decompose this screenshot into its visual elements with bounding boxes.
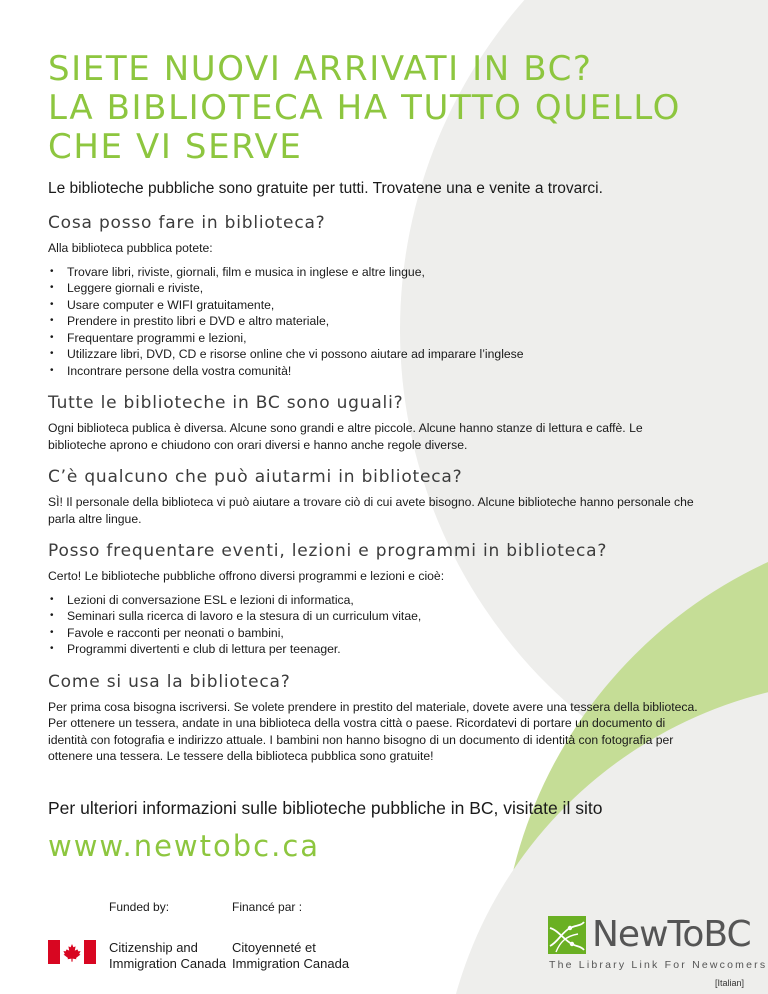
more-info-text: Per ulteriori informazioni sulle biblioteche pubbliche in BC, visitate il sito (48, 798, 603, 818)
title-line: SIETE NUOVI ARRIVATI IN BC? (48, 49, 593, 89)
list-item: • Trovare libri, riviste, giornali, film e musica in inglese e altre lingue, (67, 264, 698, 281)
section-events (48, 540, 698, 658)
department-line: Citoyenneté et (232, 940, 316, 955)
list-item: • Programmi divertenti e club di lettura per teenager. (67, 641, 698, 658)
department-line: Immigration Canada (109, 956, 227, 971)
list-item: • Frequentare programmi e lezioni, (67, 330, 698, 347)
funded-by-label: Funded by: (109, 900, 170, 914)
section-what-to-do (48, 212, 698, 379)
list-item: • Utilizzare libri, DVD, CD e risorse online che vi possono aiutare ad imparare l’inglese (67, 346, 698, 363)
logo-tagline: The Library Link For Newcomers (549, 959, 768, 971)
finance-par-label: Financé par : (232, 900, 303, 914)
section-help (48, 466, 698, 527)
section-text: SÌ! Il personale della biblioteca vi può aiutare a trovare ciò di cui avete bisogno. Alcune biblioteche hanno personale che parla altre lingue. (48, 495, 694, 526)
bullet-list (48, 592, 698, 658)
section-text: Ogni biblioteca publica è diversa. Alcune sono grandi e altre piccole. Alcune hanno stanze di lettura e caffè. Le biblioteche aprono e chiudono con orari diversi e hanno anche regole diverse. (48, 421, 643, 452)
main-content (48, 50, 698, 765)
list-item: • Seminari sulla ricerca di lavoro e la stesura di un curriculum vitae, (67, 608, 698, 625)
canada-flag-icon (48, 940, 96, 964)
department-line: Citizenship and (109, 940, 198, 955)
language-tag: [Italian] (714, 978, 744, 988)
website-link[interactable]: www.newtobc.ca (48, 829, 321, 863)
list-item: • Usare computer e WIFI gratuitamente, (67, 297, 698, 314)
list-item: • Lezioni di conversazione ESL e lezioni di informatica, (67, 592, 698, 609)
list-item: • Favole e racconti per neonati o bambini, (67, 625, 698, 642)
title-line: CHE VI SERVE (48, 127, 303, 167)
section-heading: Tutte le biblioteche in BC sono uguali? (48, 393, 404, 413)
section-heading: Posso frequentare eventi, lezioni e programmi in biblioteca? (48, 541, 608, 561)
list-item: • Leggere giornali e riviste, (67, 280, 698, 297)
newtobc-logo-text: NewToBC (592, 914, 751, 955)
section-text: Alla biblioteca pubblica potete: (48, 241, 213, 255)
section-text: Certo! Le biblioteche pubbliche offrono diversi programmi e lezioni e cioè: (48, 569, 445, 583)
list-item: • Prendere in prestito libri e DVD e altro materiale, (67, 313, 698, 330)
page-title (48, 50, 698, 167)
title-line: LA BIBLIOTECA HA TUTTO QUELLO (48, 88, 682, 128)
section-heading: Cosa posso fare in biblioteca? (48, 213, 326, 233)
department-line: Immigration Canada (232, 956, 350, 971)
section-libraries-same (48, 392, 698, 453)
section-heading: C’è qualcuno che può aiutarmi in biblioteca? (48, 467, 463, 487)
list-item: • Incontrare persone della vostra comunità! (67, 363, 698, 380)
section-text: Per prima cosa bisogna iscriversi. Se volete prendere in prestito del materiale, dovete avere una tessera della biblioteca. Per ottenere un tessera, andate in una biblioteca della vostra città o paese. Ricordatevi di portare un documento di identità con fotografia e indirizzo attuale. I bambini non hanno bisogno di un documento di identità con fotografia per ottenere una tessera. Le tessere della biblioteca pubblica sono gratuite! (48, 699, 698, 763)
department-name-en (109, 940, 226, 972)
newtobc-logo-icon (548, 916, 586, 954)
section-heading: Come si usa la biblioteca? (48, 671, 291, 692)
section-how-to-use (48, 671, 698, 765)
department-name-fr (232, 940, 349, 972)
bullet-list (48, 264, 698, 380)
intro-text: Le biblioteche pubbliche sono gratuite per tutti. Trovatene una e venite a trovarci. (48, 180, 603, 197)
